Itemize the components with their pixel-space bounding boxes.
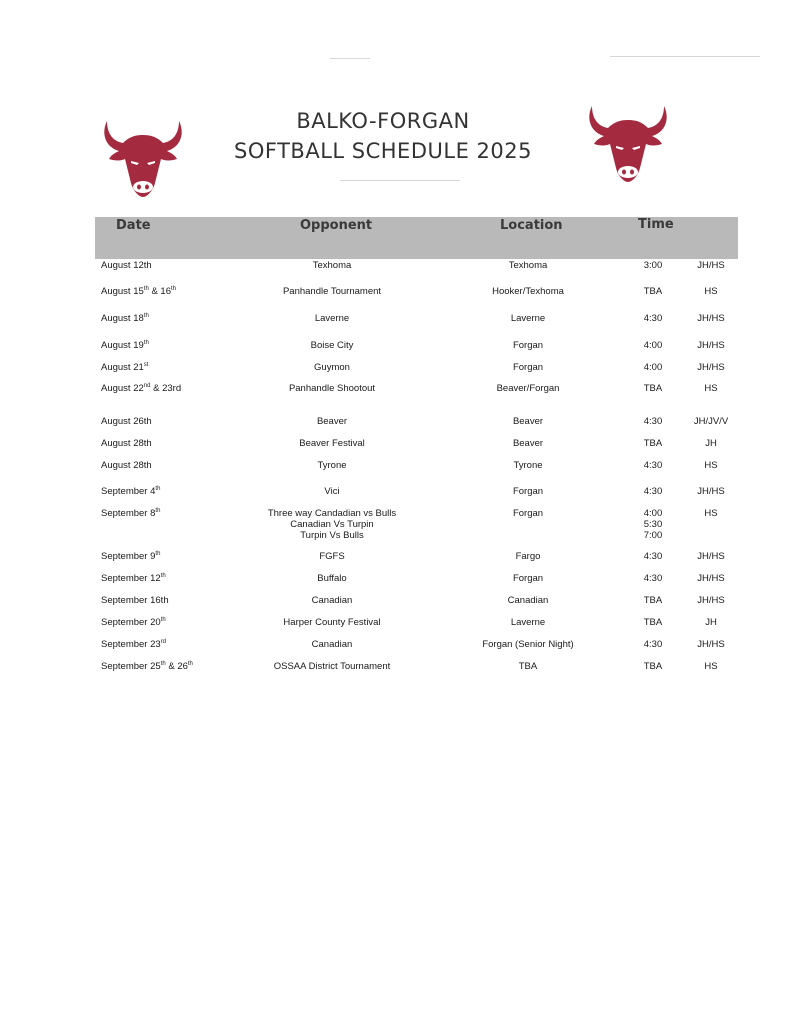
cell-date <box>101 617 166 628</box>
header-date: Date <box>116 218 151 233</box>
cell-level: JH/HS <box>697 639 725 650</box>
cell-location: Beaver <box>512 416 544 427</box>
cell-location: Forgan <box>512 508 544 519</box>
cell-opponent: Three way Candadian vs Bulls <box>267 508 397 519</box>
date-suffix: th <box>187 661 193 667</box>
cell-time: 4:30 <box>643 416 663 427</box>
date-main: August 22 <box>101 383 144 394</box>
date-tail: & 16 <box>148 286 171 297</box>
date-suffix: th <box>155 551 161 557</box>
page-title-line-1: BALKO-FORGAN <box>296 109 470 133</box>
cell-time: 4:30 <box>643 460 663 471</box>
cell-date <box>101 340 149 351</box>
cell-level: JH/HS <box>697 595 725 606</box>
cell-date <box>101 362 148 373</box>
cell-date <box>101 313 149 324</box>
cell-time: 4:30 <box>643 486 663 497</box>
cell-opponent: Canadian Vs Turpin <box>290 519 374 530</box>
date-tail: & 26 <box>165 661 188 672</box>
cell-time: 4:00 <box>643 508 663 519</box>
date-main: September 23 <box>101 639 161 650</box>
cell-level: JH/HS <box>697 340 725 351</box>
cell-level: JH/HS <box>697 313 725 324</box>
date-suffix: th <box>160 617 166 623</box>
cell-time: TBA <box>643 617 663 628</box>
cell-opponent: Turpin Vs Bulls <box>300 530 364 541</box>
cell-opponent: Tyrone <box>317 460 347 471</box>
cell-time: TBA <box>643 595 663 606</box>
cell-date <box>101 416 152 427</box>
cell-location: Beaver/Forgan <box>496 383 560 394</box>
date-main: August 26th <box>101 416 152 427</box>
cell-opponent: Beaver Festival <box>299 438 365 449</box>
date-suffix: th <box>160 573 166 579</box>
cell-location: Texhoma <box>508 260 548 271</box>
scan-artifact <box>340 180 460 181</box>
cell-opponent: Panhandle Shootout <box>288 383 376 394</box>
cell-opponent: Texhoma <box>312 260 352 271</box>
date-main: August 12th <box>101 260 152 271</box>
cell-level: JH <box>705 438 717 449</box>
cell-level: HS <box>704 383 718 394</box>
cell-date <box>101 486 160 497</box>
cell-location: Tyrone <box>513 460 543 471</box>
bull-head-icon <box>101 117 185 199</box>
cell-date <box>101 639 166 650</box>
page-title-line-2: SOFTBALL SCHEDULE 2025 <box>234 139 532 163</box>
cell-level: HS <box>704 460 718 471</box>
cell-location: Canadian <box>507 595 549 606</box>
cell-level: JH/HS <box>697 486 725 497</box>
cell-location: Forgan <box>512 362 544 373</box>
cell-time: 4:30 <box>643 551 663 562</box>
cell-opponent: OSSAA District Tournament <box>273 661 391 672</box>
cell-opponent: Laverne <box>314 313 350 324</box>
date-suffix: th <box>155 508 161 514</box>
date-main: August 19 <box>101 340 144 351</box>
cell-date <box>101 260 152 271</box>
cell-time: 4:30 <box>643 573 663 584</box>
cell-time: 4:00 <box>643 362 663 373</box>
cell-location: Beaver <box>512 438 544 449</box>
cell-time: TBA <box>643 383 663 394</box>
cell-opponent: Boise City <box>310 340 354 351</box>
cell-date <box>101 286 176 297</box>
cell-date <box>101 551 160 562</box>
cell-date <box>101 460 152 471</box>
date-tail: & 23rd <box>150 383 182 394</box>
cell-date <box>101 438 152 449</box>
date-main: August 15 <box>101 286 144 297</box>
header-location: Location <box>500 218 563 233</box>
cell-opponent: Beaver <box>316 416 348 427</box>
cell-level: JH/HS <box>697 362 725 373</box>
cell-time: 4:00 <box>643 340 663 351</box>
date-main: September 9 <box>101 551 156 562</box>
cell-date <box>101 595 169 606</box>
cell-opponent: Panhandle Tournament <box>282 286 382 297</box>
cell-date <box>101 573 166 584</box>
cell-location: Hooker/Texhoma <box>492 286 564 297</box>
cell-time: 3:00 <box>643 260 663 271</box>
cell-level: HS <box>704 286 718 297</box>
header-time: Time <box>638 217 674 232</box>
cell-location: Forgan <box>512 486 544 497</box>
cell-time: TBA <box>643 661 663 672</box>
cell-opponent: Canadian <box>311 595 353 606</box>
date-suffix: st <box>143 362 149 368</box>
cell-opponent: Harper County Festival <box>283 617 381 628</box>
cell-level: JH/HS <box>697 551 725 562</box>
cell-level: JH/HS <box>697 260 725 271</box>
date-suffix: rd <box>160 639 167 645</box>
cell-date <box>101 383 181 394</box>
date-main: September 25 <box>101 661 161 672</box>
cell-opponent: FGFS <box>319 551 345 562</box>
cell-location: Fargo <box>515 551 541 562</box>
cell-location: Laverne <box>510 617 546 628</box>
cell-location: TBA <box>518 661 538 672</box>
date-main: September 12 <box>101 573 161 584</box>
cell-level: JH/JV/V <box>693 416 729 427</box>
cell-date <box>101 508 160 519</box>
cell-time: TBA <box>643 438 663 449</box>
header-opponent: Opponent <box>300 218 373 233</box>
cell-opponent: Vici <box>324 486 340 497</box>
cell-location: Forgan <box>512 573 544 584</box>
date-suffix: th <box>143 286 149 292</box>
cell-location: Forgan <box>512 340 544 351</box>
cell-opponent: Guymon <box>314 362 350 373</box>
cell-time: 4:30 <box>643 313 663 324</box>
cell-level: HS <box>704 661 718 672</box>
cell-opponent: Buffalo <box>317 573 347 584</box>
cell-level: JH/HS <box>697 573 725 584</box>
scan-artifact <box>610 56 760 57</box>
date-main: August 28th <box>101 460 152 471</box>
cell-time: 5:30 <box>643 519 663 530</box>
date-main: September 8 <box>101 508 156 519</box>
cell-location: Laverne <box>510 313 546 324</box>
cell-time: 4:30 <box>643 639 663 650</box>
date-suffix: nd <box>143 383 151 389</box>
date-suffix: th <box>143 313 149 319</box>
cell-opponent: Canadian <box>311 639 353 650</box>
date-suffix: th <box>143 340 149 346</box>
date-main: September 20 <box>101 617 161 628</box>
date-suffix: th <box>171 286 177 292</box>
date-suffix: th <box>160 661 166 667</box>
date-main: September 16th <box>101 595 169 606</box>
scan-artifact <box>330 58 370 59</box>
cell-time: 7:00 <box>643 530 663 541</box>
date-main: August 21 <box>101 362 144 373</box>
bull-head-icon <box>586 102 670 184</box>
cell-time: TBA <box>643 286 663 297</box>
cell-level: HS <box>704 508 718 519</box>
date-main: September 4 <box>101 486 156 497</box>
cell-date <box>101 661 193 672</box>
date-main: August 18 <box>101 313 144 324</box>
date-main: August 28th <box>101 438 152 449</box>
cell-level: JH <box>705 617 717 628</box>
cell-location: Forgan (Senior Night) <box>482 639 574 650</box>
date-suffix: th <box>155 486 161 492</box>
